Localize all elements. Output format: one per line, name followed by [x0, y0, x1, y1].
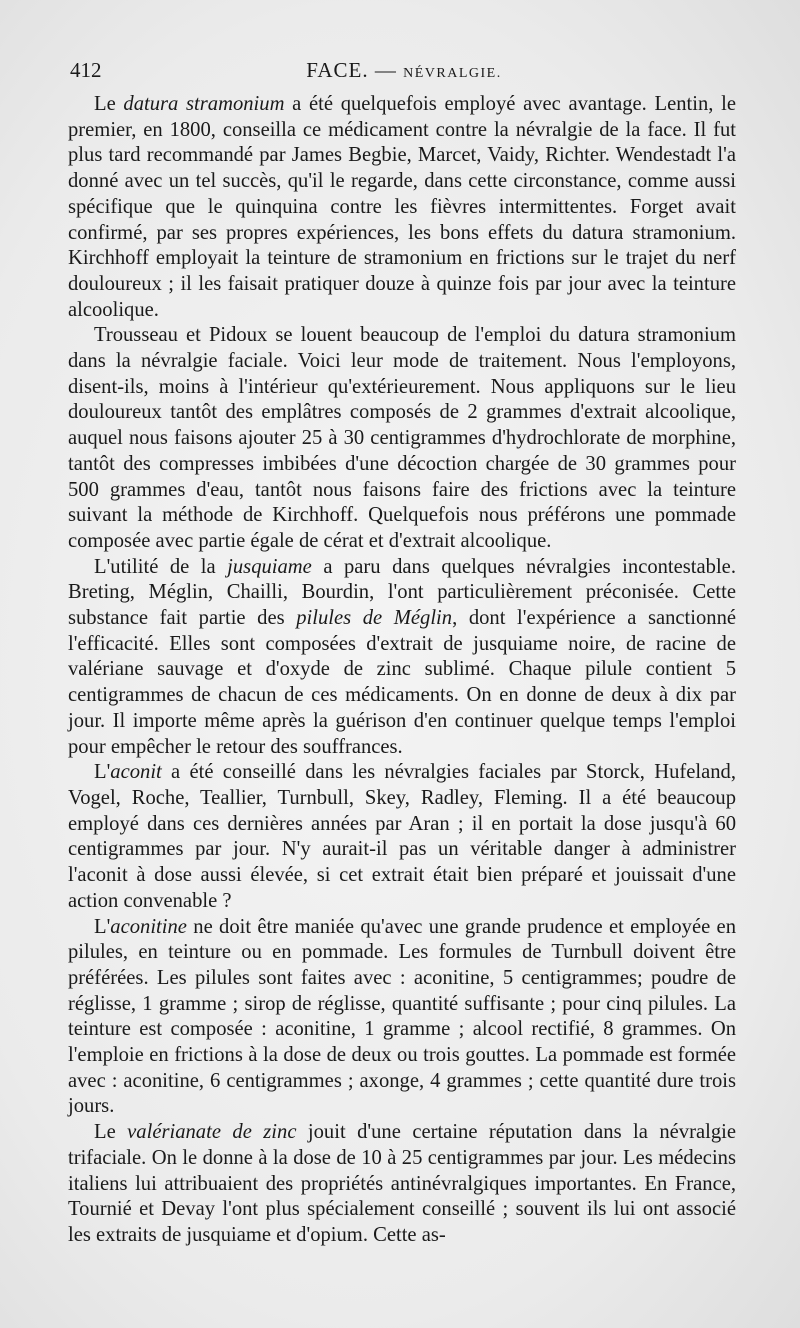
text-run: L' [94, 761, 111, 784]
text-run: ne doit être maniée qu'avec une grande prudence et employée en pilules, en teinture ou en pommade. Les formules de Turnbull doivent être préférées. Les pilules sont faites avec : aconitine, 5 centigrammes; poudre de réglisse, 1 gramme ; sirop de réglisse, quantité suffisante ; pour cinq pilules. La teinture est composée : aconitine, 1 gramme ; alcool rectifié, 8 grammes. On l'emploie en frictions à la dose de deux ou trois gouttes. La pommade est formée avec : aconitine, 6 centigrammes ; axonge, 4 grammes ; cette quantité dure trois jours. [68, 915, 736, 1118]
paragraph-aconitine [68, 915, 736, 1121]
text-run: a été conseillé dans les névralgies faciales par Storck, Hufeland, Vogel, Roche, Teallier, Turnbull, Skey, Radley, Fleming. Il a été beaucoup employé dans ces dernières années par Aran ; il en portait la dose jusqu'à 60 centigrammes par jour. N'y aurait-il pas un véritable danger à administrer l'aconit à dose aussi élevée, si cet extrait était bien préparé et jouissait d'une action convenable ? [68, 761, 736, 912]
text-run: a paru dans quelques névralgies incontestable. Breting, Méglin, Chailli, Bourdin, l'ont particulièrement préconisée. Cette substance fait partie des [68, 555, 736, 630]
running-header [70, 58, 738, 88]
paragraph-datura [68, 92, 736, 323]
paragraph-valerianate [68, 1120, 736, 1249]
italic-term: pilules de Méglin [296, 607, 453, 630]
text-run: Le [94, 1121, 128, 1144]
italic-term: jusquiame [227, 555, 312, 578]
italic-term: datura stramonium [123, 93, 285, 115]
italic-term: aconitine [110, 915, 187, 938]
paragraph-aconit [68, 760, 736, 914]
running-title [70, 58, 738, 83]
text-run: L'utilité de la [94, 555, 228, 578]
italic-term: aconit [110, 761, 162, 784]
paragraph-trousseau [68, 323, 736, 554]
text-run: L' [94, 915, 111, 938]
section-title: FACE. [306, 58, 369, 82]
title-separator: — [374, 58, 397, 82]
subsection-title: NÉVRALGIE. [403, 66, 502, 81]
text-run: a été quelquefois employé avec avantage. Lentin, le premier, en 1800, conseilla ce médicament contre la névralgie de la face. Il fut plus tard recommandé par James Begbie, Marcet, Vaidy, Richter. Wendestadt l'a donné avec un tel succès, qu'il le regarde, dans cette circonstance, comme aussi spécifique que le quinquina contre les fièvres intermittentes. Forget avait confirmé, par ses propres expériences, les bons effets du datura stramonium. Kirchhoff employait la teinture de stramonium en frictions sur le trajet du nerf douloureux ; il les faisait pratiquer douze à quinze fois par jour avec la teinture alcoolique. [68, 93, 736, 321]
text-run: Trousseau et Pidoux se louent beaucoup de l'emploi du datura stramonium dans la névralgie faciale. Voici leur mode de traitement. Nous l'employons, disent-ils, moins à l'intérieur qu'extérieurement. Nous appliquons sur le lieu douloureux tantôt des emplâtres composés de 2 grammes d'extrait alcoolique, auquel nous faisons ajouter 25 à 30 centigrammes d'hydrochlorate de morphine, tantôt des compresses imbibées d'une décoction chargée de 30 grammes pour 500 grammes d'eau, tantôt nous faisons faire des frictions avec la teinture suivant la méthode de Kirchhoff. Quelquefois nous préférons une pommade composée avec partie égale de cérat et d'extrait alcoolique. [68, 324, 736, 552]
paragraph-jusquiame [68, 555, 736, 761]
text-run: jouit d'une certaine réputation dans la névralgie trifaciale. On le donne à la dose de 10 à 25 centigrammes par jour. Les médecins italiens lui attribuaient des propriétés antinévralgiques importantes. En France, Tournié et Devay l'ont plus spécialement conseillé ; souvent ils lui ont associé les extraits de jusquiame et d'opium. Cette as- [68, 1121, 736, 1246]
page-number: 412 [70, 58, 102, 82]
italic-term: valérianate de zinc [127, 1121, 297, 1144]
body-text [68, 92, 736, 1249]
text-run: Le [94, 93, 124, 115]
text-run: , dont l'expérience a sanctionné l'efficacité. Elles sont composées d'extrait de jusquiame noire, de racine de valériane sauvage et d'oxyde de zinc sublimé. Chaque pilule contient 5 centigrammes de chacun de ces médicaments. On en donne de deux à dix par jour. Il importe même après la guérison d'en continuer quelque temps l'emploi pour empêcher le retour des souffrances. [68, 607, 737, 758]
